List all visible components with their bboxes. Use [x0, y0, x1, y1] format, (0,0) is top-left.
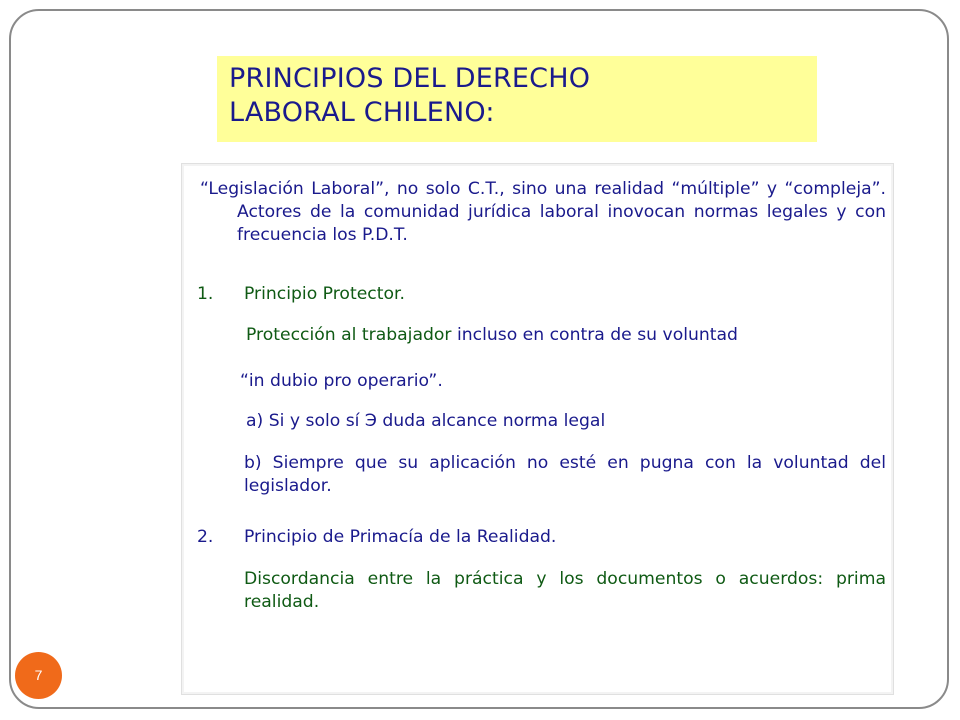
- item-1-heading-text: Principio Protector.: [244, 284, 405, 304]
- title-line-1: PRINCIPIOS DEL DERECHO: [229, 63, 591, 94]
- content-box: [181, 163, 894, 695]
- item-1-description-part-1: Protección al trabajador: [246, 325, 457, 345]
- item-1-heading: [197, 283, 405, 306]
- item-2-heading: [197, 526, 556, 549]
- item-1-number: 1.: [197, 284, 214, 304]
- title-box: [217, 56, 817, 142]
- item-1-description: [246, 324, 738, 347]
- title-line-2: LABORAL CHILENO:: [229, 97, 495, 128]
- item-2-description: Discordancia entre la práctica y los documentos o acuerdos: prima realidad.: [244, 569, 886, 612]
- item-1-description-part-2: incluso en contra de su voluntad: [456, 325, 738, 345]
- item-2-heading-text: Principio de Primacía de la Realidad.: [244, 527, 557, 547]
- item-1-sub-a: a) Si y solo sí Э duda alcance norma legal: [246, 411, 606, 431]
- page-number-badge: 7: [15, 652, 62, 699]
- item-1-sub-b: b) Siempre que su aplicación no esté en pugna con la voluntad del legislador.: [244, 453, 886, 496]
- intro-paragraph: “Legislación Laboral”, no solo C.T., sino una realidad “múltiple” y “compleja”. Actores de la comunidad jurídica laboral inovocan normas legales y con frecuencia los P.D.T.: [200, 179, 886, 245]
- item-2-number: 2.: [197, 527, 214, 547]
- item-1-quote: “in dubio pro operario”.: [240, 371, 443, 391]
